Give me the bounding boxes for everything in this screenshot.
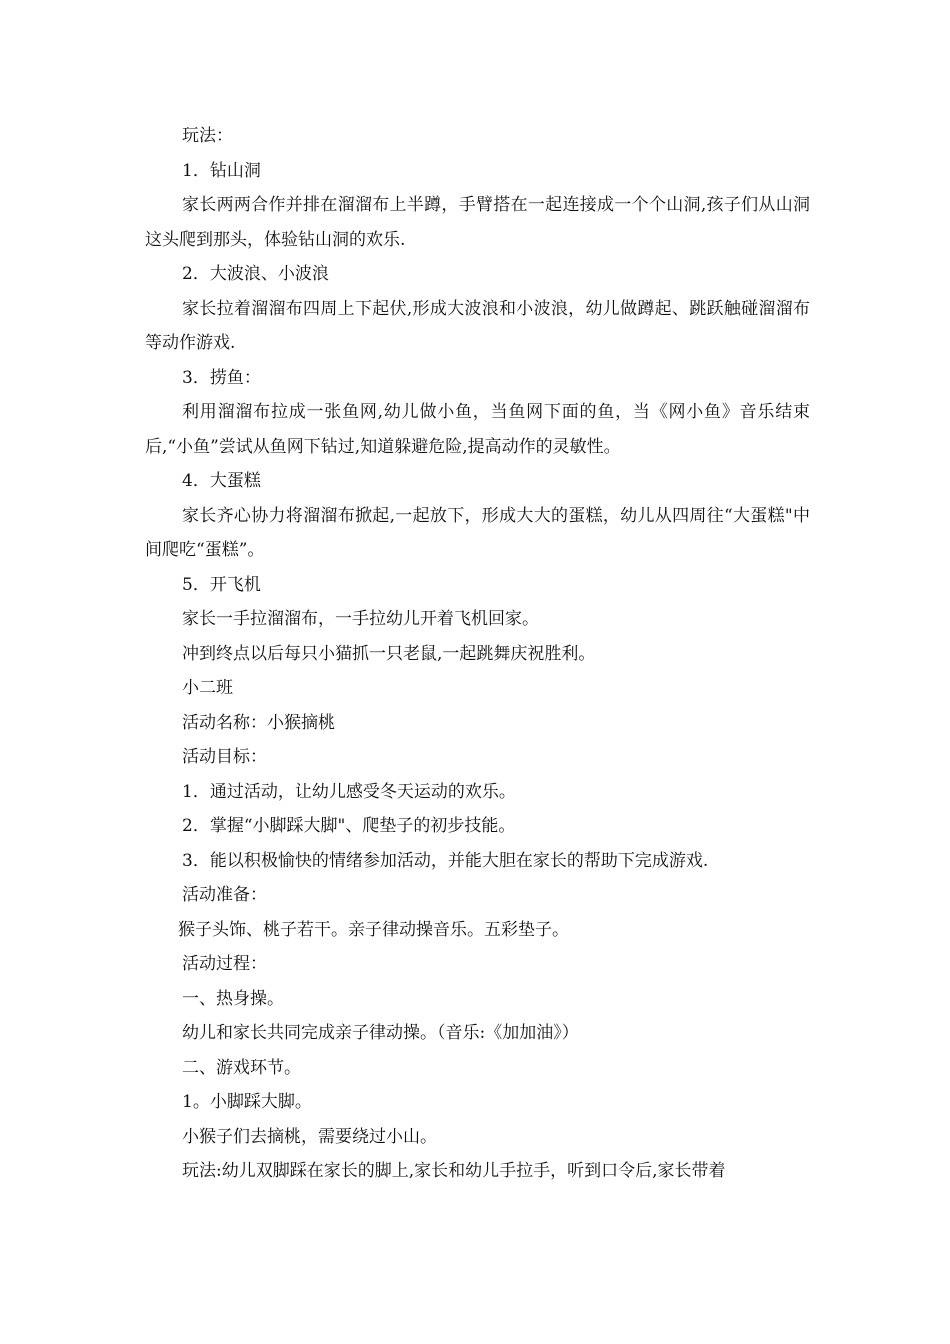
paragraph-game-4-body: 家长齐心协力将溜溜布掀起,一起放下，形成大大的蛋糕，幼儿从四周往“大蛋糕"中间爬吃“蛋糕”。 [145,505,810,560]
paragraph-game-3-body: 利用溜溜布拉成一张鱼网,幼儿做小鱼，当鱼网下面的鱼，当《网小鱼》音乐结束后,“小鱼”尝试从鱼网下钻过,知道躲避危险,提高动作的灵敏性。 [145,402,810,457]
paragraph-activity-name: 活动名称：小猴摘桃 [182,712,335,733]
paragraph-step-game-intro: 小猴子们去摘桃，需要绕过小山。 [182,1126,437,1147]
paragraph-game-5-body: 家长一手拉溜溜布，一手拉幼儿开着飞机回家。 [182,609,539,629]
paragraph-game-2-title: 2．大波浪、小波浪 [182,264,329,284]
paragraph-rules-heading: 玩法： [182,126,233,146]
paragraph-game-5-ending: 冲到终点以后每只小猫抓一只老鼠,一起跳舞庆祝胜利。 [182,643,596,664]
document-page [145,119,810,1189]
paragraph-preparation-body: 猴子头饰、桃子若干。亲子律动操音乐。五彩垫子。 [178,919,569,940]
paragraph-game-1-title: 1．钻山洞 [182,160,261,181]
paragraph-game-4-title: 4．大蛋糕 [182,471,261,491]
paragraph-step-game-title: 1。小脚踩大脚。 [182,1092,312,1112]
paragraph-class-name: 小二班 [182,678,233,698]
paragraph-game-2-body: 家长拉着溜溜布四周上下起伏,形成大波浪和小波浪，幼儿做蹲起、跳跃触碰溜溜布等动作游戏. [145,298,810,353]
paragraph-process-heading: 活动过程： [182,954,267,974]
paragraph-warmup-body: 幼儿和家长共同完成亲子律动操。（音乐:《加加油》） [182,1023,579,1043]
paragraph-warmup-heading: 一、热身操。 [182,988,284,1009]
paragraph-step-game-rules: 玩法:幼儿双脚踩在家长的脚上,家长和幼儿手拉手，听到口令后,家长带着 [182,1161,726,1181]
paragraph-goal-1: 1．通过活动，让幼儿感受冬天运动的欢乐。 [182,781,516,802]
paragraph-goal-3: 3．能以积极愉快的情绪参加活动，并能大胆在家长的帮助下完成游戏. [182,850,709,871]
paragraph-game-1-body: 家长两两合作并排在溜溜布上半蹲，手臂搭在一起连接成一个个山洞,孩子们从山洞这头爬到那头，体验钻山洞的欢乐. [145,195,810,250]
paragraph-goals-heading: 活动目标： [182,747,267,767]
paragraph-game-5-title: 5．开飞机 [182,574,261,595]
paragraph-game-3-title: 3．捞鱼： [182,367,261,388]
paragraph-goal-2: 2．掌握“小脚踩大脚"、爬垫子的初步技能。 [182,816,516,836]
paragraph-game-section-heading: 二、游戏环节。 [182,1057,301,1078]
paragraph-preparation-heading: 活动准备： [182,885,267,905]
